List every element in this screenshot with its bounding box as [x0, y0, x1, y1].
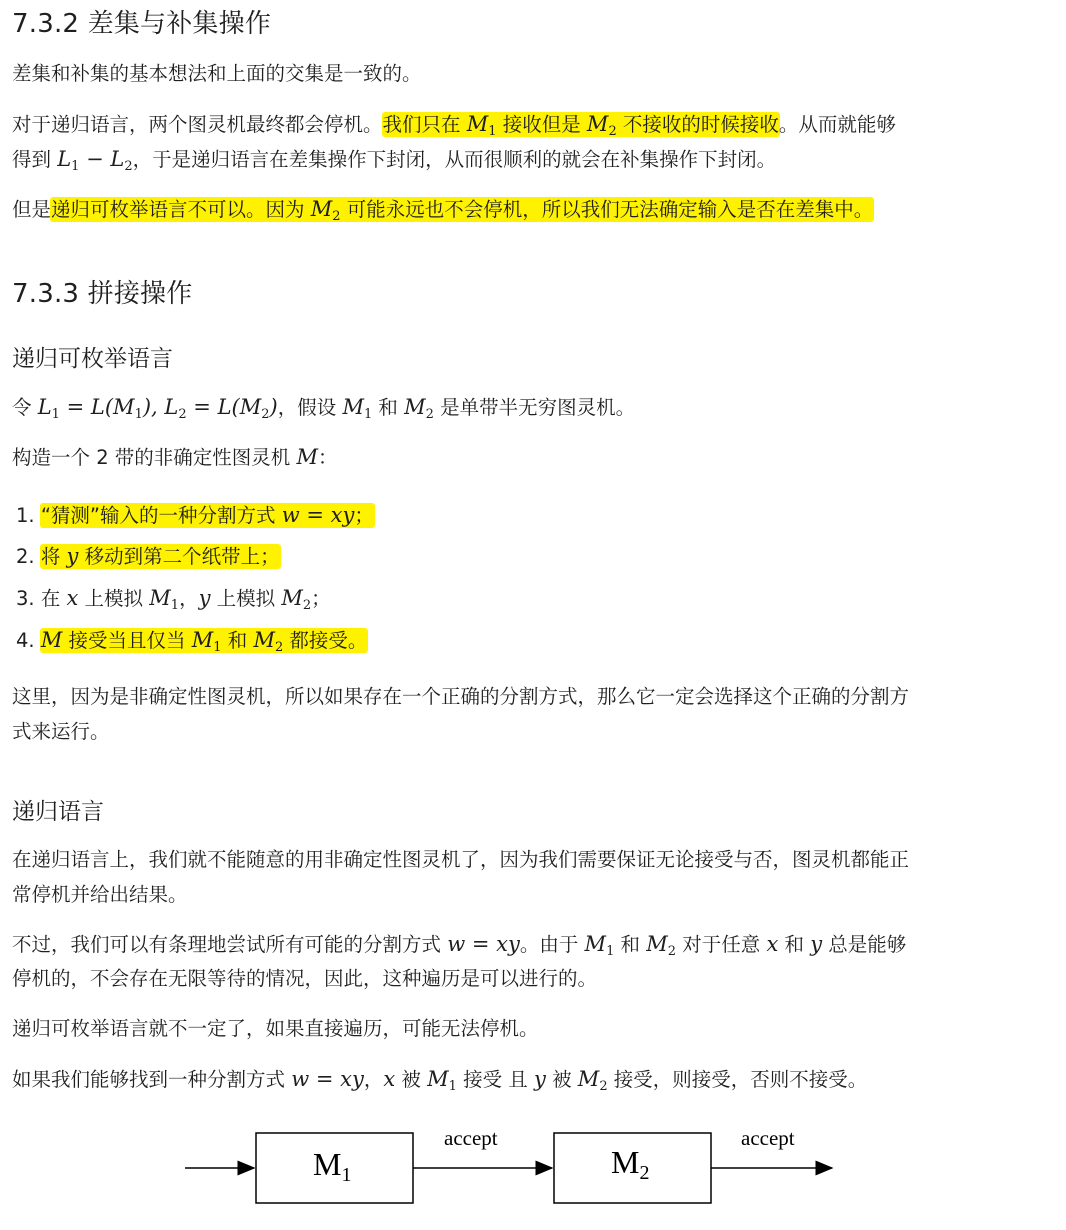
- math-M1: $M_1$: [466, 112, 497, 139]
- paragraph-732-re: 但是递归可枚举语言不可以。因为 $M_2$ 可能永远也不会停机，所以我们无法确定输入是否在差集中。: [12, 197, 874, 224]
- subheading-recursive: 递归语言: [12, 799, 104, 825]
- paragraph-733-recursive: 在递归语言上，我们就不能随意的用非确定性图灵机了，因为我们需要保证无论接受与否，图灵机都能正: [12, 848, 910, 871]
- section-title-732: 7.3.2 差集与补集操作: [12, 9, 272, 39]
- math-M2: $M_2$: [310, 197, 341, 224]
- highlight-move-y: 将 y 移动到第二个纸带上；: [40, 544, 280, 568]
- math-L1-minus-L2: $L_1 - L_2$: [57, 147, 133, 174]
- list-item-4: 4. M 接受当且仅当 $M_1$ 和 $M_2$ 都接受。: [16, 628, 368, 655]
- paragraph-732-recursive: 对于递归语言，两个图灵机最终都会停机。我们只在 $M_1$ 接收但是 $M_2$ 不接收的时候接收。从而就能够: [12, 112, 896, 139]
- section-title-733: 7.3.3 拼接操作: [12, 279, 193, 309]
- highlight-accept-condition: 我们只在 $M_1$ 接收但是 $M_2$ 不接收的时候接收: [382, 112, 779, 139]
- machine-M1-label: M1: [313, 1146, 352, 1186]
- paragraph-733-let: 令 $L_1 = L(M_1)$, $L_2 = L(M_2)$，假设 $M_1$ 和 $M_2$ 是单带半无穷图灵机。: [12, 395, 636, 422]
- highlight-re-not-closed: 递归可枚举语言不可以。因为 $M_2$ 可能永远也不会停机，所以我们无法确定输入是否在差集中。: [51, 197, 874, 224]
- accept-label-1: accept: [444, 1126, 498, 1150]
- list-item-2: 2. 将 y 移动到第二个纸带上；: [16, 544, 280, 568]
- paragraph-733-conclusion: 如果我们能够找到一种分割方式 w = xy，x 被 $M_1$ 接受 且 y 被 $M_2$ 接受，则接受，否则不接受。: [12, 1067, 868, 1094]
- math-L1-L2-def: $L_1 = L(M_1)$, $L_2 = L(M_2)$: [37, 395, 278, 422]
- tm-concatenation-diagram: [0, 1110, 1066, 1220]
- highlight-guess-split: “猜测”输入的一种分割方式 w = xy；: [40, 503, 374, 527]
- paragraph-733-nondeterministic: 这里，因为是非确定性图灵机，所以如果存在一个正确的分割方式，那么它一定会选择这个正确的分割方: [12, 685, 910, 708]
- machine-M2-label: M2: [611, 1144, 650, 1184]
- paragraph-733-enumerate: 不过，我们可以有条理地尝试所有可能的分割方式 w = xy。由于 $M_1$ 和 $M_2$ 对于任意 x 和 y 总是能够: [12, 932, 907, 959]
- paragraph-732-intro: 差集和补集的基本想法和上面的交集是一致的。: [12, 62, 422, 85]
- accept-label-2: accept: [741, 1126, 795, 1150]
- highlight-accept-iff: M 接受当且仅当 $M_1$ 和 $M_2$ 都接受。: [40, 628, 368, 655]
- list-item-3: 3. 在 x 上模拟 $M_1$，y 上模拟 $M_2$；: [16, 586, 331, 613]
- paragraph-733-construct: 构造一个 2 带的非确定性图灵机 M：: [12, 445, 338, 469]
- paragraph-733-re-not-sure: 递归可枚举语言就不一定了，如果直接遍历，可能无法停机。: [12, 1017, 539, 1040]
- math-M: M: [296, 445, 319, 469]
- paragraph-732-recursive-line2: 得到 $L_1 - L_2$，于是递归语言在差集操作下封闭，从而很顺利的就会在补集操作下封闭。: [12, 147, 777, 174]
- math-M2: $M_2$: [586, 112, 617, 139]
- paragraph-733-nondeterministic-line2: 式来运行。: [12, 720, 110, 743]
- paragraph-733-recursive-line2: 常停机并给出结果。: [12, 883, 188, 906]
- list-item-1: 1. “猜测”输入的一种分割方式 w = xy；: [16, 503, 374, 527]
- subheading-re: 递归可枚举语言: [12, 346, 173, 372]
- paragraph-733-enumerate-line2: 停机的，不会存在无限等待的情况，因此，这种遍历是可以进行的。: [12, 967, 598, 990]
